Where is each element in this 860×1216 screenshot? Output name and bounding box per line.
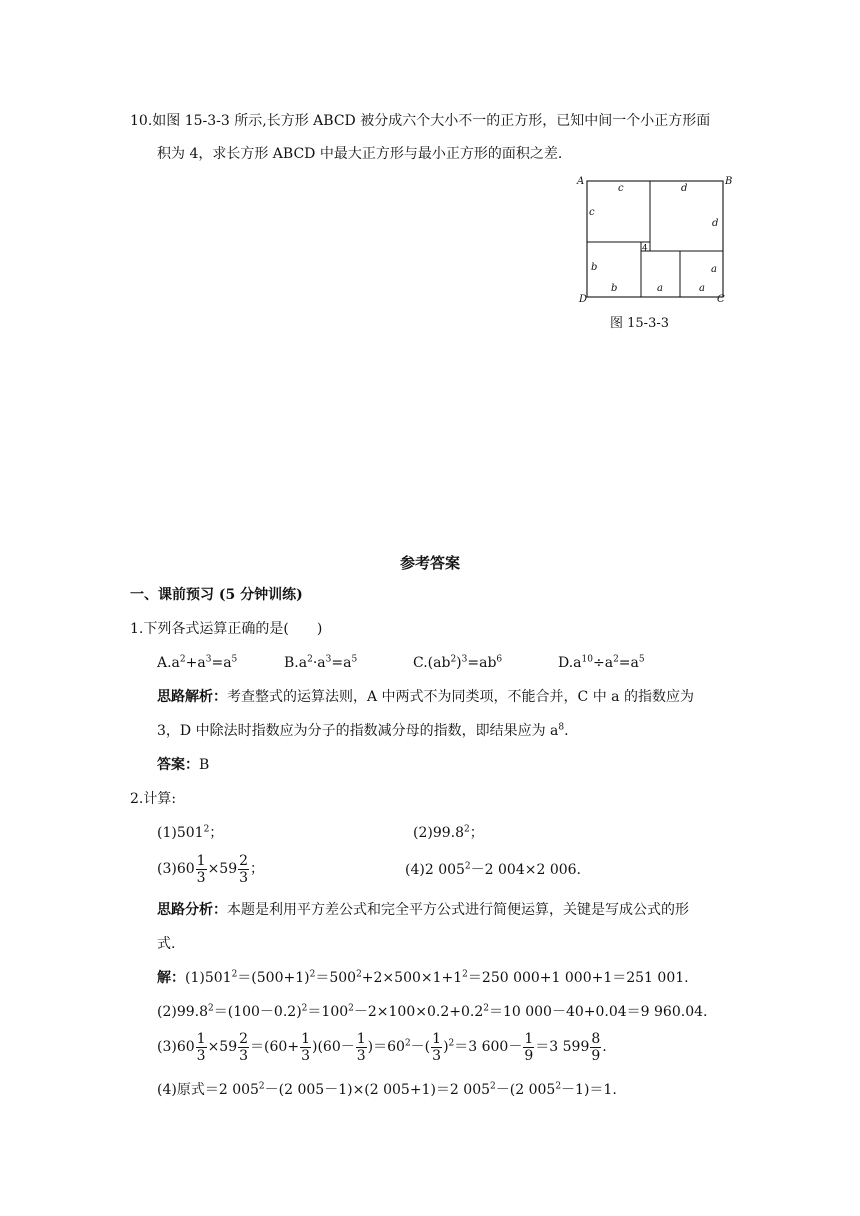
q1-option-d: $D.a^{10}\div a^2=a^5$	[558, 654, 645, 671]
q2-stem: 2.计算:	[130, 791, 177, 807]
answers-title: 参考答案	[399, 554, 460, 572]
label-c-top: c	[618, 183, 624, 194]
label-a-right: a	[711, 264, 717, 275]
corner-b-label: B	[725, 176, 733, 187]
q1-hint-line2: 3，D 中除法时指数应为分子的指数减分母的指数，即结果应为 $a^8$.	[157, 722, 569, 739]
corner-a-label: A	[577, 176, 585, 187]
q1-option-a: $A.a^2+a^3=a^5$	[157, 654, 238, 671]
q1-option-b: $B.a^2\cdot a^3=a^5$	[284, 654, 358, 671]
label-b-left: b	[591, 262, 598, 273]
label-d-top: d	[681, 183, 688, 194]
problem-10-line2: 积为 4，求长方形 ABCD 中最大正方形与最小正方形的面积之差.	[157, 146, 563, 162]
label-c-left: c	[589, 207, 595, 218]
corner-c-label: C	[717, 294, 725, 305]
problem-10-line1: 10.如图 15-3-3 所示,长方形 ABCD 被分成六个大小不一的正方形，已知中间一个小正方形面	[130, 113, 711, 129]
label-d-right: d	[712, 218, 719, 229]
q2-part1: $(1)501^2$；	[157, 824, 224, 841]
label-a-bottom-right: a	[699, 283, 705, 294]
q2-part3: (3)60 $\frac{1}{3}$ ×59 $\frac{2}{3}$ ；	[157, 852, 265, 886]
q2-part2: (2)99.8$^2$；	[413, 824, 484, 841]
q2-hint-label: 思路分析：	[157, 902, 227, 918]
q2-hint-line2: 式.	[157, 936, 176, 952]
rectangle-figure	[573, 171, 743, 306]
q2-solution-1: 解：$(1)501^2=(500+1)^2=500^2+2\times 500\times 1+1^2=250$ 000+1 000+1＝251 001.	[157, 969, 689, 986]
q2-solution-4: (4)原式＝2 $005^2-(2$ 005－1)×(2 005+1)＝2 $005^2-(2$ $005^2-1)=1$.	[157, 1081, 617, 1098]
q1-answer	[157, 756, 209, 774]
q1-answer-value: B	[199, 757, 210, 773]
q2-hint-line1	[157, 901, 689, 919]
corner-d-label: D	[579, 294, 588, 305]
q2-solution-label: 解：	[157, 970, 185, 986]
q1-option-c: $C.(ab^2)^3=ab^6$	[413, 654, 503, 671]
q1-hint-text1: 考查整式的运算法则，A 中两式不为同类项，不能合并，C 中 a 的指数应为	[227, 689, 694, 705]
figure-caption: 图 15-3-3	[610, 316, 670, 331]
q2-solution-2: $(2)99.8^2=(100-0.2)^2=100^2-2\times 100\times 0.2+0.2^2=10$ 000－40+0.04＝9 960.04.	[157, 1003, 708, 1020]
q1-stem: 1.下列各式运算正确的是( )	[130, 621, 323, 637]
q2-hint-text1: 本题是利用平方差公式和完全平方公式进行简便运算，关键是写成公式的形	[227, 902, 689, 918]
label-small-square: 4	[642, 244, 648, 254]
q2-solution-3: (3)60 $\frac{1}{3}$ ×59 $\frac{2}{3}$ ＝(60+ $\frac{1}{3}$ )(60－ $\frac{1}{3}$ )$=60^2-$( $\frac{1}{3}$ )$^2$＝3 600－ $\frac{1}{9}$ ＝3 599 $\frac{8}{9}$ .	[157, 1030, 607, 1064]
q1-hint-label: 思路解析：	[157, 689, 227, 705]
q2-part4: (4)2 $005^2-2$ 004×2 006.	[405, 861, 581, 878]
q1-hint-line1	[157, 688, 694, 706]
section-heading: 一、课前预习 (5 分钟训练)	[130, 587, 303, 603]
label-a-bottom-mid: a	[657, 283, 663, 294]
label-b-bottom: b	[611, 283, 618, 294]
q1-answer-label: 答案：	[157, 757, 199, 773]
